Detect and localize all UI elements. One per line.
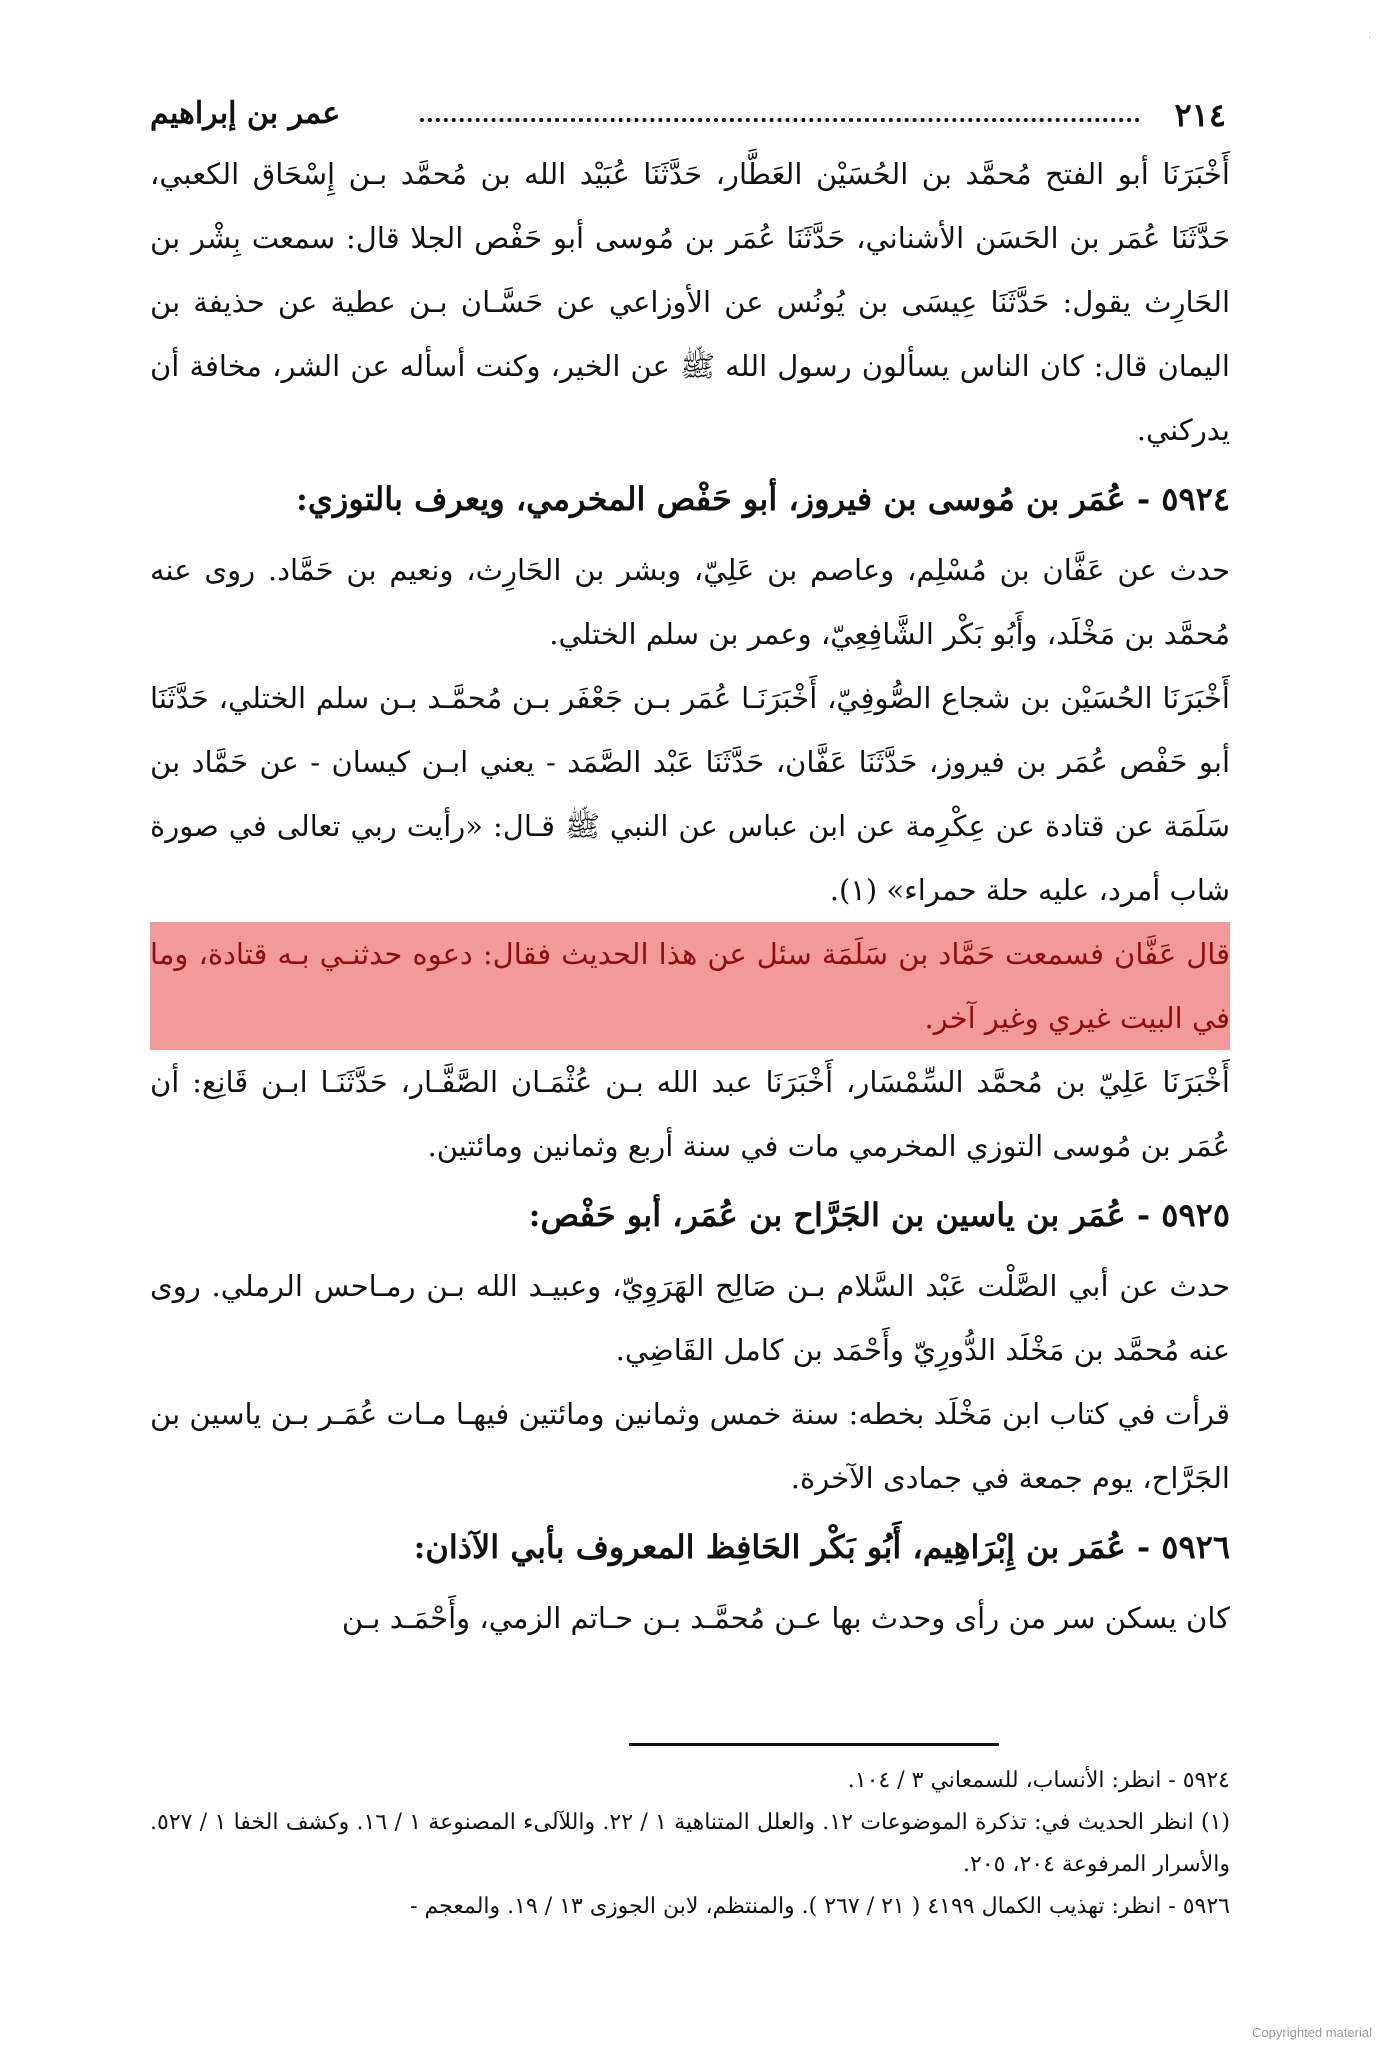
paragraph-death-5925: قرأت في كتاب ابن مَخْلَد بخطه: سنة خمس وثمانين ومائتين فيهـا مـات عُمَـر بـن ياسين بن الجَرَّاح، يوم جمعة في جمادى الآخرة. bbox=[150, 1397, 1230, 1495]
corner-mark: · bbox=[1367, 28, 1372, 44]
page-number: ٢١٤ bbox=[1174, 96, 1226, 134]
entry-heading-5925: ٥٩٢٥ - عُمَر بن ياسين بن الجَرَّاح بن عُمَر، أبو حَفْص: bbox=[528, 1196, 1230, 1234]
book-page bbox=[150, 92, 1230, 1650]
page-header bbox=[150, 92, 1230, 142]
paragraph-death-5924: أَخْبَرَنَا عَلِيّ بن مُحمَّد السِّمْسَار، أَخْبَرَنَا عبد الله بـن عُثْمَـان الصَّفَّـار، حَدَّثَنَـا ابـن قَانِع: أن عُمَر بن مُوسى التوزي المخرمي مات في سنة أربع وثمانين ومائتين. bbox=[150, 1065, 1230, 1163]
copyright-watermark: Copyrighted material bbox=[1252, 2025, 1372, 2040]
footnote-5924: ٥٩٢٤ - انظر: الأنساب، للسمعاني ٣ / ١٠٤. bbox=[847, 1768, 1230, 1793]
footnote-separator bbox=[629, 1743, 999, 1746]
footnotes bbox=[150, 1760, 1230, 1928]
highlighted-paragraph: قال عَفَّان فسمعت حَمَّاد بن سَلَمَة سئل عن هذا الحديث فقال: دعوه حدثنـي بـه قتادة، وما في البيت غيري وغير آخر. bbox=[150, 922, 1230, 1050]
entry-heading-5924: ٥٩٢٤ - عُمَر بن مُوسى بن فيروز، أبو حَفْص المخرمي، ويعرف بالتوزي: bbox=[296, 480, 1230, 518]
running-title: عمر بن إبراهيم bbox=[150, 96, 341, 131]
paragraph-isnad-1: أَخْبَرَنَا أبو الفتح مُحمَّد بن الحُسَيْن العَطَّار، حَدَّثَنَا عُبَيْد الله بن مُحمَّد بـن إِسْحَاق الكعبي، حَدَّثَنَا عُمَر بن الحَسَن الأشناني، حَدَّثَنَا عُمَر بن مُوسى أبو حَفْص الجلا قال: سمعت بِشْر بن الحَارِث يقول: حَدَّثَنَا عِيسَى بن يُونُس عن الأوزاعي عن حَسَّـان بـن عطية عن حذيفة بن اليمان قال: كان الناس يسألون رسول الله ﷺ عن الخير، وكنت أسأله عن الشر، مخافة أن يدركني. bbox=[150, 157, 1230, 447]
entry-heading-5926: ٥٩٢٦ - عُمَر بن إِبْرَاهِيم، أَبُو بَكْر الحَافِظ المعروف بأبي الآذان: bbox=[413, 1528, 1230, 1566]
footnote-1: (١) انظر الحديث في: تذكرة الموضوعات ١٢. والعلل المتناهية ١ / ٢٢. واللآلىء المصنوعة ١ / ١٦. وكشف الخفا ١ / ٥٢٧. والأسرار المرفوعة ٢٠٤، ٢٠٥. bbox=[150, 1810, 1231, 1877]
header-leader-dots bbox=[420, 118, 1140, 122]
paragraph-5926: كان يسكن سر من رأى وحدث بها عـن مُحمَّـد بـن حـاتم الزمي، وأَحْمَـد بـن bbox=[341, 1601, 1230, 1635]
paragraph-narrators-5925: حدث عن أبي الصَّلْت عَبْد السَّلام بـن صَالِح الهَرَوِيّ، وعبيـد الله بـن رمـاحس الرملي. روى عنه مُحمَّد بن مَخْلَد الدُّورِيّ وأَحْمَد بن كامل القَاضِي. bbox=[150, 1269, 1230, 1367]
paragraph-narrators-5924: حدث عن عَفَّان بن مُسْلِم، وعاصم بن عَلِيّ، وبشر بن الحَارِث، ونعيم بن حَمَّاد. روى عنه مُحمَّد بن مَخْلَد، وأَبُو بَكْر الشَّافِعِيّ، وعمر بن سلم الختلي. bbox=[150, 553, 1230, 651]
paragraph-isnad-2: أَخْبَرَنَا الحُسَيْن بن شجاع الصُّوفِيّ، أَخْبَرَنَـا عُمَر بـن جَعْفَر بـن مُحمَّـد بـن سلم الختلي، حَدَّثَنَا أبو حَفْص عُمَر بن فيروز، حَدَّثَنَا عَفَّان، حَدَّثَنَا عَبْد الصَّمَد - يعني ابـن كيسان - عن حَمَّاد بن سَلَمَة عن قتادة عن عِكْرِمة عن ابن عباس عن النبي ﷺ قـال: «رأيت ربي تعالى في صورة شاب أمرد، عليه حلة حمراء» (١). bbox=[150, 681, 1230, 907]
footnote-5926: ٥٩٢٦ - انظر: تهذيب الكمال ٤١٩٩ ( ٢١ / ٢٦٧ ). والمنتظم، لابن الجوزى ١٣ / ١٩. والمعجم - bbox=[410, 1894, 1230, 1919]
